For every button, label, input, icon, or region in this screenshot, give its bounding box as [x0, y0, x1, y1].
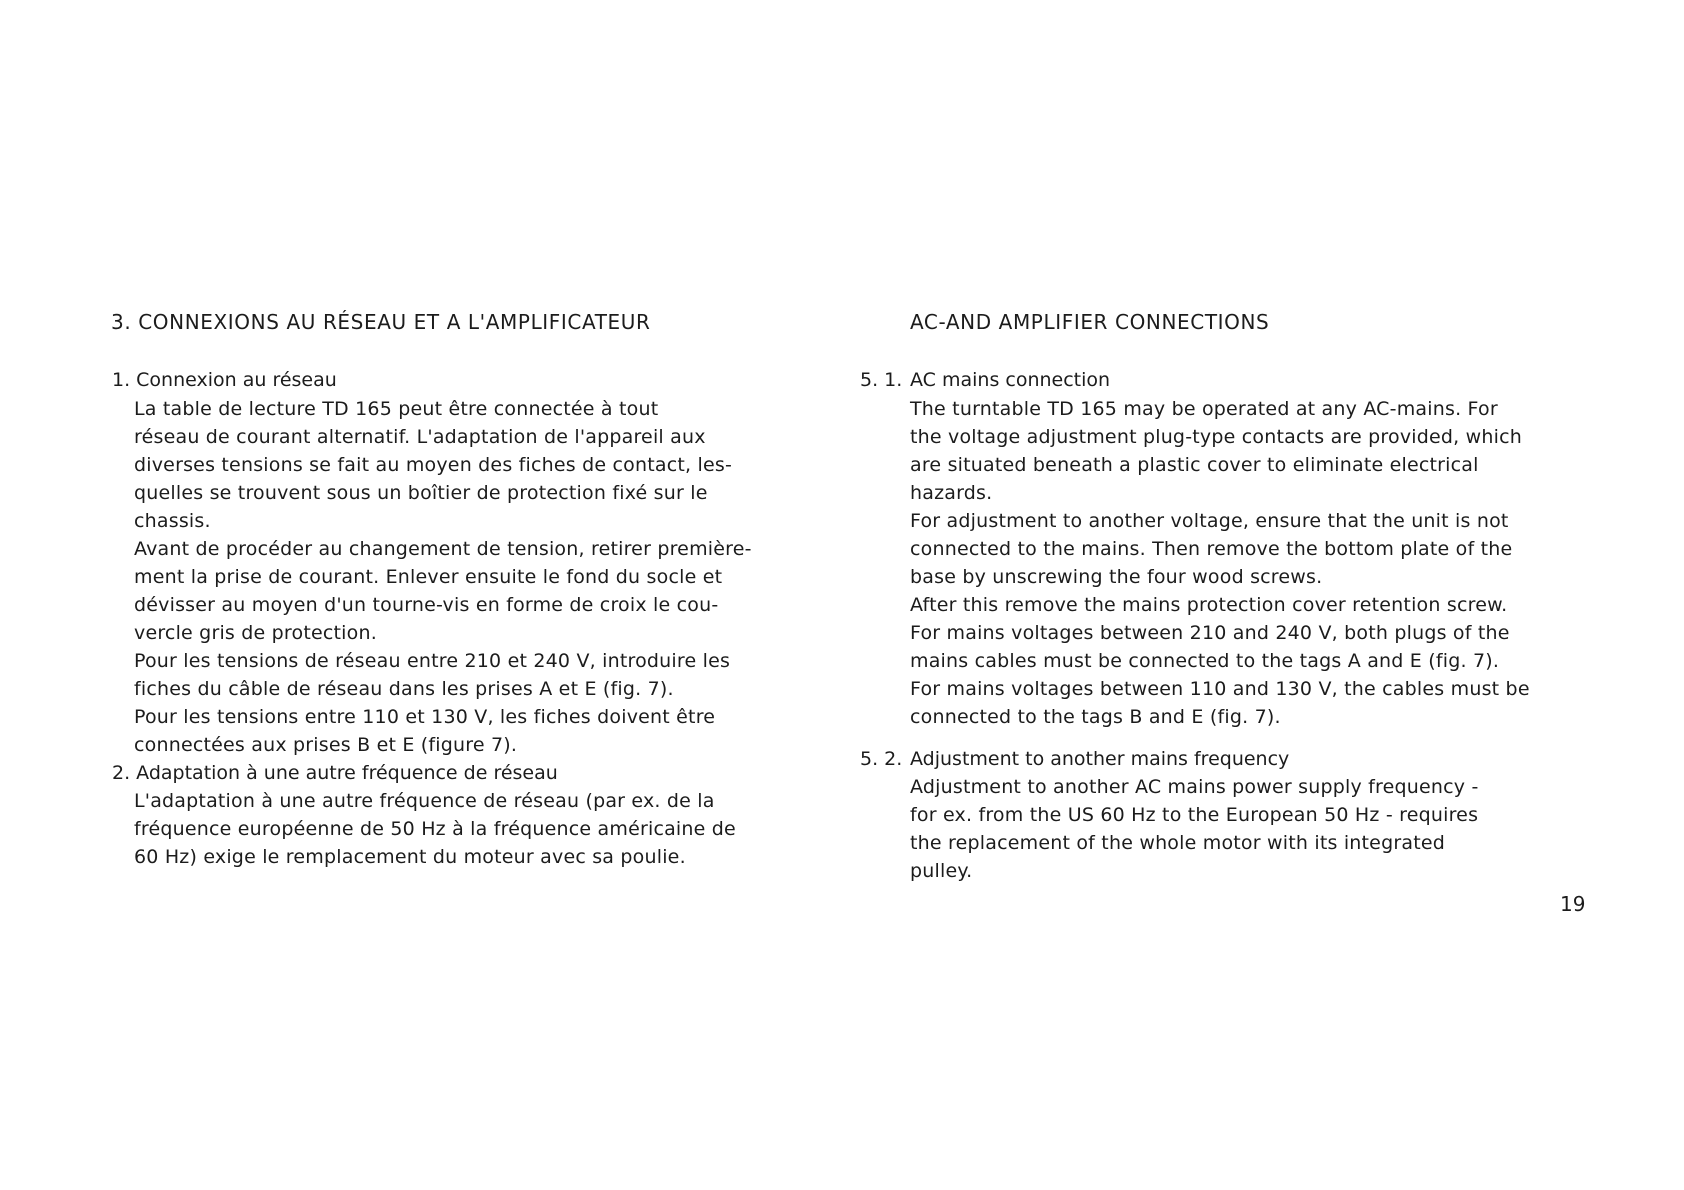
- french-section-1-line: chassis.: [134, 510, 211, 532]
- french-section-2-line: fréquence européenne de 50 Hz à la fréquence américaine de: [134, 818, 736, 840]
- french-section-1-line: Avant de procéder au changement de tension, retirer première-: [134, 538, 752, 560]
- french-section-1-line: réseau de courant alternatif. L'adaptation de l'appareil aux: [134, 426, 706, 448]
- english-section-2-line: for ex. from the US 60 Hz to the European 50 Hz - requires: [910, 804, 1479, 826]
- french-section-1-line: diverses tensions se fait au moyen des fiches de contact, les-: [134, 454, 733, 476]
- english-section-1-line: mains cables must be connected to the tags A and E (fig. 7).: [910, 650, 1500, 672]
- english-section-1-line: are situated beneath a plastic cover to eliminate electrical: [910, 454, 1479, 476]
- french-section-1-line: quelles se trouvent sous un boîtier de protection fixé sur le: [134, 482, 708, 504]
- french-section-1-line: Pour les tensions entre 110 et 130 V, les fiches doivent être: [134, 706, 716, 728]
- english-section-1-line: the voltage adjustment plug-type contacts are provided, which: [910, 426, 1522, 448]
- english-section-2-line: Adjustment to another AC mains power supply frequency -: [910, 776, 1479, 798]
- french-section-1-line: dévisser au moyen d'un tourne-vis en forme de croix le cou-: [134, 594, 719, 616]
- french-section-1-line: ment la prise de courant. Enlever ensuite le fond du socle et: [134, 566, 723, 588]
- french-section-2-line: L'adaptation à une autre fréquence de réseau (par ex. de la: [134, 790, 715, 812]
- french-section-2-title: 2. Adaptation à une autre fréquence de réseau: [112, 762, 558, 784]
- english-heading: AC-AND AMPLIFIER CONNECTIONS: [910, 310, 1270, 334]
- english-section-2-title: Adjustment to another mains frequency: [910, 748, 1290, 770]
- french-section-1-line: La table de lecture TD 165 peut être connectée à tout: [134, 398, 659, 420]
- french-section-1-line: connectées aux prises B et E (figure 7).: [134, 734, 518, 756]
- english-section-1-number: 5. 1.: [860, 369, 903, 391]
- english-section-1-line: base by unscrewing the four wood screws.: [910, 566, 1323, 588]
- english-section-2-line: pulley.: [910, 860, 973, 882]
- english-section-1-title: AC mains connection: [910, 369, 1111, 391]
- page-number: 19: [1560, 892, 1586, 916]
- english-section-1-line: For mains voltages between 210 and 240 V, both plugs of the: [910, 622, 1510, 644]
- english-section-2-number: 5. 2.: [860, 748, 903, 770]
- french-heading: 3. CONNEXIONS AU RÉSEAU ET A L'AMPLIFICATEUR: [111, 310, 651, 334]
- english-section-1-line: connected to the mains. Then remove the bottom plate of the: [910, 538, 1513, 560]
- french-section-1-line: fiches du câble de réseau dans les prises A et E (fig. 7).: [134, 678, 674, 700]
- english-section-1-line: For mains voltages between 110 and 130 V, the cables must be: [910, 678, 1530, 700]
- english-section-1-line: hazards.: [910, 482, 993, 504]
- english-section-1-line: After this remove the mains protection cover retention screw.: [910, 594, 1508, 616]
- french-section-1-line: Pour les tensions de réseau entre 210 et 240 V, introduire les: [134, 650, 731, 672]
- english-section-2-line: the replacement of the whole motor with its integrated: [910, 832, 1445, 854]
- french-section-1-line: vercle gris de protection.: [134, 622, 377, 644]
- french-section-2-line: 60 Hz) exige le remplacement du moteur avec sa poulie.: [134, 846, 686, 868]
- english-section-1-line: The turntable TD 165 may be operated at any AC-mains. For: [910, 398, 1498, 420]
- french-section-1-title: 1. Connexion au réseau: [112, 369, 337, 391]
- english-section-1-line: connected to the tags B and E (fig. 7).: [910, 706, 1281, 728]
- english-section-1-line: For adjustment to another voltage, ensure that the unit is not: [910, 510, 1509, 532]
